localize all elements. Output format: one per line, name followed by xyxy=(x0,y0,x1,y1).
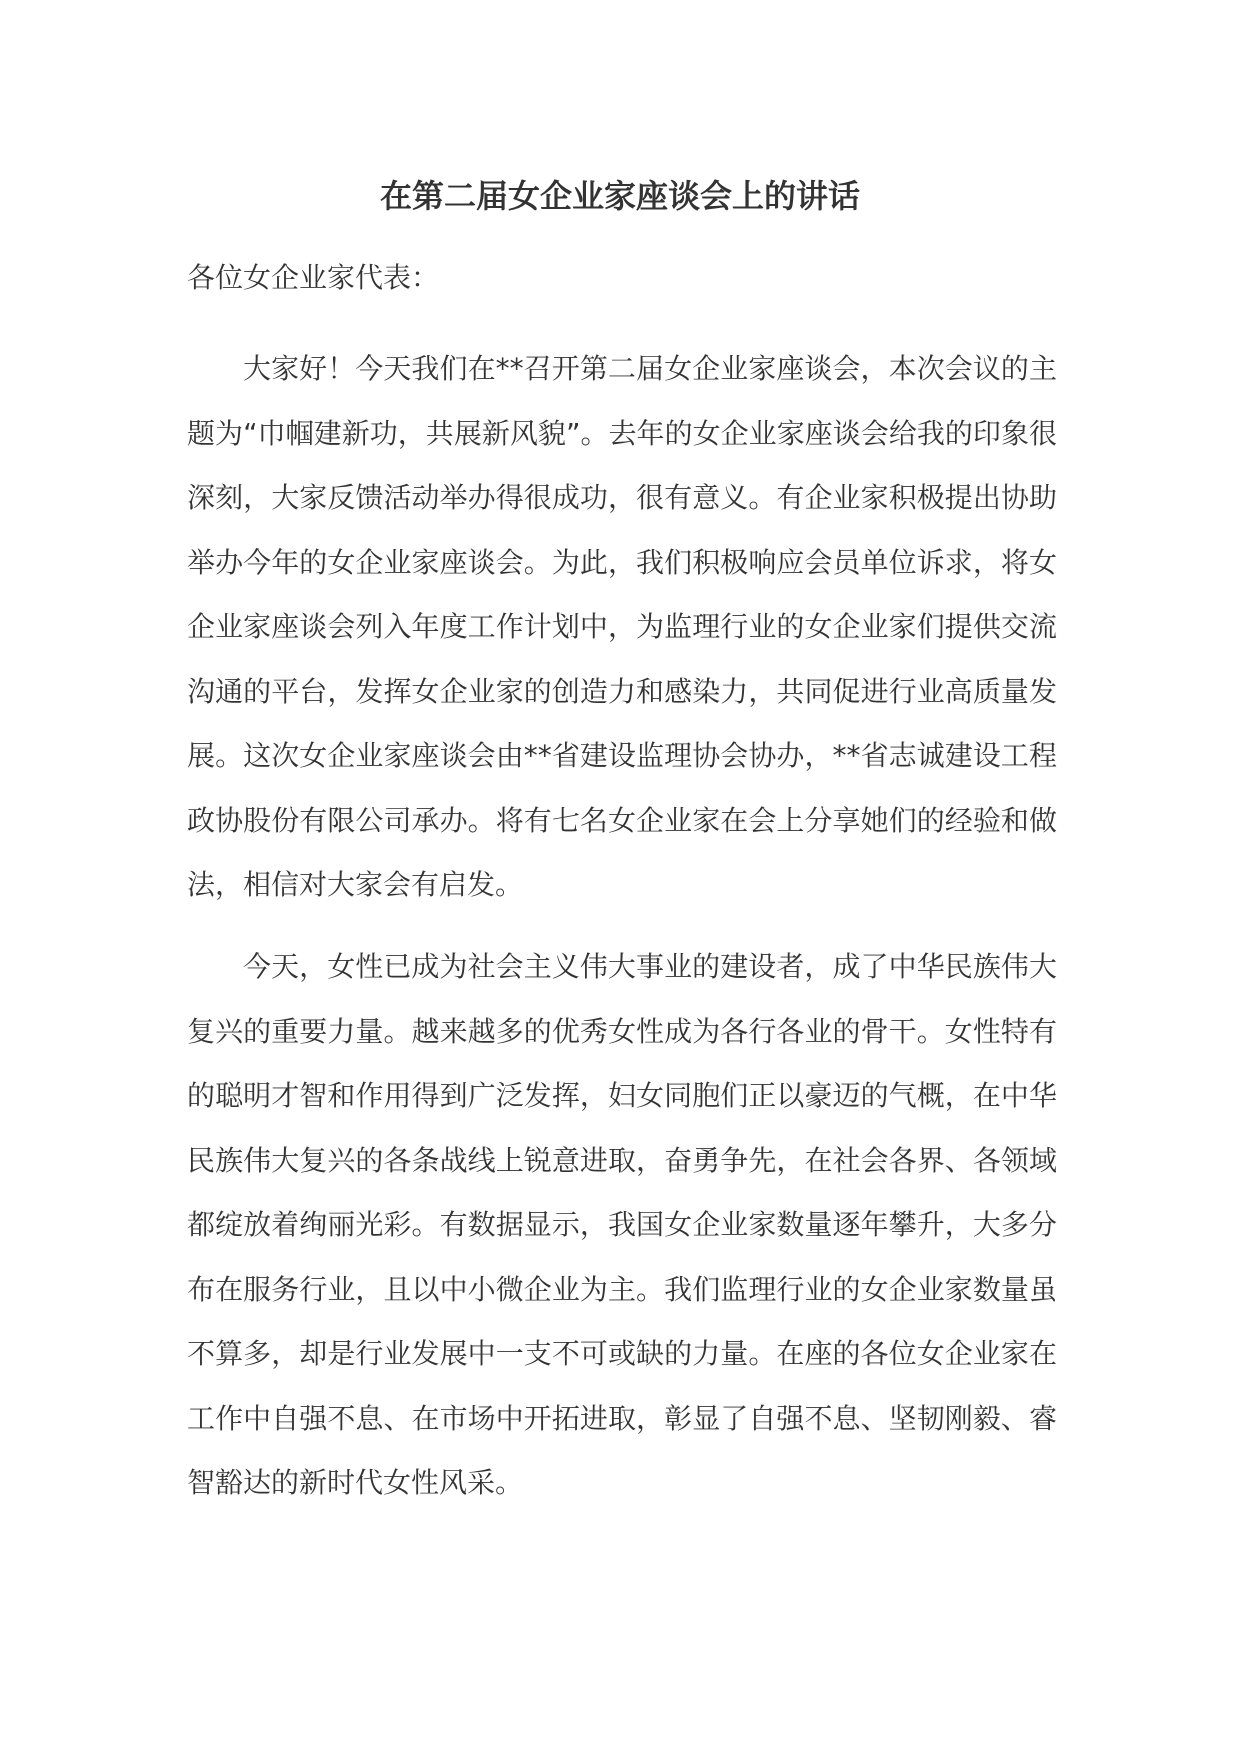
salutation: 各位女企业家代表： xyxy=(187,261,440,294)
paragraph-1: 大家好！今天我们在**召开第二届女企业家座谈会，本次会议的主题为“巾帼建新功，共展新风貌”。去年的女企业家座谈会给我的印象很深刻，大家反馈活动举办得很成功，很有意义。有企业家积极提出协助举办今年的女企业家座谈会。为此，我们积极响应会员单位诉求，将女企业家座谈会列入年度工作计划中，为监理行业的女企业家们提供交流沟通的平台，发挥女企业家的创造力和感染力，共同促进行业高质量发展。这次女企业家座谈会由**省建设监理协会协办，**省志诚建设工程政协股份有限公司承办。将有七名女企业家在会上分享她们的经验和做法，相信对大家会有启发。 xyxy=(187,352,1057,901)
document-title: 在第二届女企业家座谈会上的讲话 xyxy=(379,177,860,215)
paragraph-2: 今天，女性已成为社会主义伟大事业的建设者，成了中华民族伟大复兴的重要力量。越来越多的优秀女性成为各行各业的骨干。女性特有的聪明才智和作用得到广泛发挥，妇女同胞们正以豪迈的气概，在中华民族伟大复兴的各条战线上锐意进取，奋勇争先，在社会各界、各领域都绽放着绚丽光彩。有数据显示，我国女企业家数量逐年攀升，大多分布在服务行业，且以中小微企业为主。我们监理行业的女企业家数量虽不算多，却是行业发展中一支不可或缺的力量。在座的各位女企业家在工作中自强不息、在市场中开拓进取，彰显了自强不息、坚韧刚毅、睿智豁达的新时代女性风采。 xyxy=(187,950,1057,1499)
